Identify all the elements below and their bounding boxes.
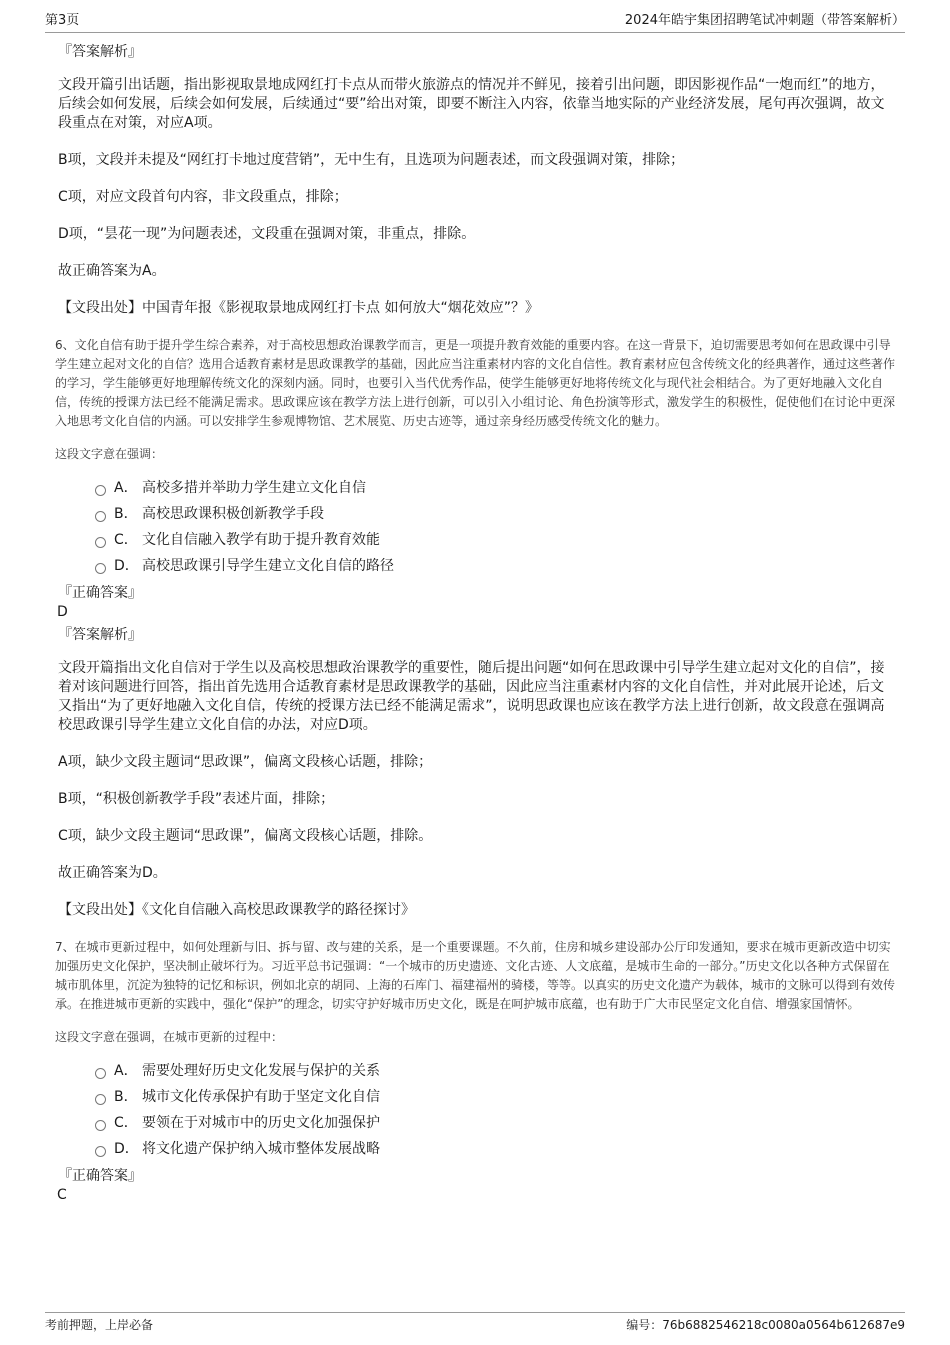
conclusion: 故正确答案为D。 (58, 865, 167, 881)
document-id: 编号：76b6882546218c0080a0564b612687e9 (626, 1318, 905, 1332)
option-a[interactable]: A． 高校多措并举助力学生建立文化自信 (95, 475, 895, 501)
analysis-label: 『答案解析』 (58, 627, 142, 643)
radio-button-icon[interactable] (95, 485, 106, 496)
question-6-text: 6、文化自信有助于提升学生综合素养，对于高校思想政治课教学而言，更是一项提升教育效能的重要内容。在这一背景下，迫切需要思考如何在思政课中引导学生建立起对文化的自信？选用合适教育素材是思政课教学的基础，因此应当注重素材内容的文化自信性。教育素材应包含传统文化的经典著作，通过这些著作的学习，学生能够更好地理解传统文化的深刻内涵。同时，也要引入当代优秀作品，使学生能够更好地将传统文化与现代社会相结合。为了更好地融入文化自信，传统的授课方法已经不能满足需求。思政课应该在教学方法上进行创新，可以引入小组讨论、角色扮演等形式，激发学生的积极性，促使他们在讨论中更深入地思考文化自信的内涵。可以安排学生参观博物馆、艺术展览、历史古迹等，通过亲身经历感受传统文化的魅力。 (55, 338, 896, 428)
document-title: 2024年皓宇集团招聘笔试冲刺题（带答案解析） (624, 13, 905, 28)
option-b[interactable]: B． 高校思政课积极创新教学手段 (95, 501, 895, 527)
source: 【文段出处】中国青年报《影视取景地成网红打卡点 如何放大“烟花效应”？》 (58, 300, 539, 316)
option-c[interactable]: C． 要领在于对城市中的历史文化加强保护 (95, 1110, 895, 1136)
radio-button-icon[interactable] (95, 511, 106, 522)
option-b-analysis: B项，文段并未提及“网红打卡地过度营销”，无中生有，且选项为问题表述，而文段强调对策，排除； (58, 152, 685, 168)
correct-answer: C (57, 1187, 67, 1203)
page-header (45, 10, 905, 33)
correct-answer: D (57, 604, 68, 620)
option-c[interactable]: C． 文化自信融入教学有助于提升教育效能 (95, 527, 895, 553)
page-footer (45, 1312, 905, 1332)
radio-button-icon[interactable] (95, 1146, 106, 1157)
radio-button-icon[interactable] (95, 1120, 106, 1131)
option-d[interactable]: D． 高校思政课引导学生建立文化自信的路径 (95, 553, 895, 579)
option-d[interactable]: D． 将文化遗产保护纳入城市整体发展战略 (95, 1136, 895, 1162)
answer-label: 『正确答案』 (58, 585, 142, 601)
question-7-prompt: 这段文字意在强调，在城市更新的过程中： (55, 1030, 284, 1044)
option-d-analysis: D项，“昙花一现”为问题表述，文段重在强调对策，非重点，排除。 (58, 226, 476, 242)
option-c-analysis: C项，缺少文段主题词“思政课”，偏离文段核心话题，排除。 (58, 828, 433, 844)
page-content (55, 38, 895, 1204)
conclusion: 故正确答案为A。 (58, 263, 166, 279)
footer-slogan: 考前押题，上岸必备 (45, 1318, 154, 1332)
source: 【文段出处】《文化自信融入高校思政课教学的路径探讨》 (58, 902, 415, 918)
option-c-analysis: C项，对应文段首句内容，非文段重点，排除； (58, 189, 348, 205)
option-b-analysis: B项，“积极创新教学手段”表述片面，排除； (58, 791, 335, 807)
question-7-options (95, 1058, 895, 1162)
question-6-prompt: 这段文字意在强调： (55, 447, 164, 461)
analysis-text: 文段开篇指出文化自信对于学生以及高校思想政治课教学的重要性，随后提出问题“如何在思政课中引导学生建立起对文化的自信”，接着对该问题进行回答，指出首先选用合适教育素材是思政课教学的基础，因此应当注重素材内容的文化自信性，并对此展开论述，后文又指出“为了更好地融入文化自信，传统的授课方法已经不能满足需求”，说明思政课也应该在教学方法上进行创新，故文段意在强调高校思政课引导学生建立文化自信的办法，对应D项。 (58, 660, 885, 733)
question-6-options (95, 475, 895, 579)
option-a-analysis: A项，缺少文段主题词“思政课”，偏离文段核心话题，排除； (58, 754, 433, 770)
radio-button-icon[interactable] (95, 563, 106, 574)
option-b[interactable]: B． 城市文化传承保护有助于坚定文化自信 (95, 1084, 895, 1110)
radio-button-icon[interactable] (95, 1068, 106, 1079)
radio-button-icon[interactable] (95, 1094, 106, 1105)
question-7-text: 7、在城市更新过程中，如何处理新与旧、拆与留、改与建的关系，是一个重要课题。不久前，住房和城乡建设部办公厅印发通知，要求在城市更新改造中切实加强历史文化保护，坚决制止破坏行为。习近平总书记强调：“一个城市的历史遗迹、文化古迹、人文底蕴，是城市生命的一部分。”历史文化以各种方式保留在城市肌体里，沉淀为独特的记忆和标识，例如北京的胡同、上海的石库门、福建福州的骑楼，等等。以真实的历史文化遗产为载体，城市的文脉可以得到有效传承。在推进城市更新的实践中，强化“保护”的理念，切实守护好城市历史文化，既是在呵护城市底蕴，也有助于广大市民坚定文化自信、增强家国情怀。 (55, 940, 896, 1011)
analysis-text: 文段开篇引出话题，指出影视取景地成网红打卡点从而带火旅游点的情况并不鲜见，接着引出问题，即因影视作品“一炮而红”的地方，后续会如何发展，后续会如何发展，后续通过“要”给出对策，即要不断注入内容，依靠当地实际的产业经济发展，尾句再次强调，故文段重点在对策，对应A项。 (58, 77, 885, 131)
analysis-label: 『答案解析』 (58, 44, 142, 60)
radio-button-icon[interactable] (95, 537, 106, 548)
page-number: 第3页 (45, 13, 80, 28)
answer-label: 『正确答案』 (58, 1168, 142, 1184)
option-a[interactable]: A． 需要处理好历史文化发展与保护的关系 (95, 1058, 895, 1084)
